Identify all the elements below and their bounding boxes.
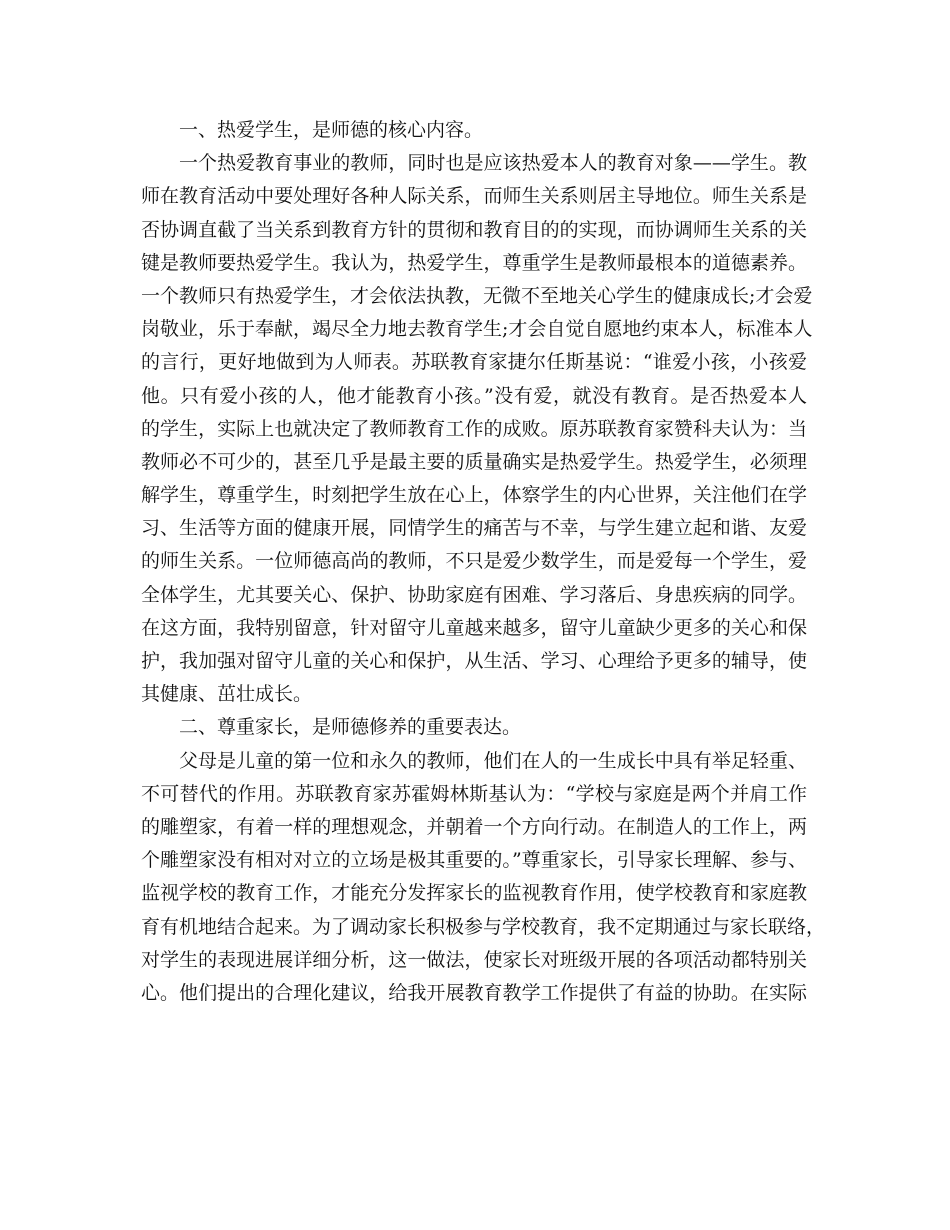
paragraph-line: 不可替代的作用。苏联教育家苏霍姆林斯基认为：“学校与家庭是两个并肩工作 [141,782,807,805]
paragraph-line: 其健康、茁壮成长。 [141,683,313,706]
section-heading-1: 一、热爱学生，是师德的核心内容。 [179,119,484,141]
paragraph-line: 心。他们提出的合理化建议，给我开展教育教学工作提供了有益的协助。在实际 [141,981,807,1004]
paragraph-line: 护，我加强对留守儿童的关心和保护，从生活、学习、心理给予更多的辅导，使 [141,650,807,672]
paragraph-line: 的言行，更好地做到为人师表。苏联教育家捷尔任斯基说：“谁爱小孩，小孩爱 [141,351,807,374]
paragraph-line: 习、生活等方面的健康开展，同情学生的痛苦与不幸，与学生建立起和谐、友爱 [141,517,807,540]
document-body [141,114,826,1010]
paragraph-line: 一个热爱教育事业的教师，同时也是应该热爱本人的教育对象——学生。教 [179,152,807,175]
section-heading-2: 二、尊重家长，是师德修养的重要表达。 [179,716,522,739]
paragraph-line: 师在教育活动中要处理好各种人际关系，而师生关系则居主导地位。师生关系是 [141,185,807,208]
paragraph-line: 在这方面，我特别留意，针对留守儿童越来越多，留守儿童缺少更多的关心和保 [141,616,807,639]
paragraph-line: 对学生的表现进展详细分析，这一做法，使家长对班级开展的各项活动都特别关 [141,948,807,971]
paragraph-line: 个雕塑家没有相对对立的立场是极其重要的。”尊重家长，引导家长理解、参与、 [141,849,807,872]
paragraph-line: 父母是儿童的第一位和永久的教师，他们在人的一生成长中具有举足轻重、 [179,749,807,772]
paragraph-line: 的学生，实际上也就决定了教师教育工作的成败。原苏联教育家赞科夫认为：当 [141,417,807,440]
paragraph-line: 键是教师要热爱学生。我认为，热爱学生，尊重学生是教师最根本的道德素养。 [141,251,807,274]
paragraph-line: 全体学生，尤其要关心、保护、协助家庭有困难、学习落后、身患疾病的同学。 [141,583,807,606]
paragraph-line: 否协调直截了当关系到教育方针的贯彻和教育目的的实现，而协调师生关系的关 [141,218,807,241]
paragraph-line: 岗敬业，乐于奉献，竭尽全力地去教育学生;才会自觉自愿地约束本人，标准本人 [141,318,813,341]
paragraph-line: 他。只有爱小孩的人，他才能教育小孩。”没有爱，就没有教育。是否热爱本人 [141,384,807,407]
paragraph-line: 解学生，尊重学生，时刻把学生放在心上，体察学生的内心世界，关注他们在学 [141,484,807,507]
paragraph-line: 的雕塑家，有着一样的理想观念，并朝着一个方向行动。在制造人的工作上，两 [141,815,807,838]
paragraph-line: 育有机地结合起来。为了调动家长积极参与学校教育，我不定期通过与家长联络， [141,915,826,938]
paragraph-line: 教师必不可少的，甚至几乎是最主要的质量确实是热爱学生。热爱学生，必须理 [141,450,807,473]
paragraph-line: 的师生关系。一位师德高尚的教师，不只是爱少数学生，而是爱每一个学生，爱 [141,550,807,573]
paragraph-line: 监视学校的教育工作，才能充分发挥家长的监视教育作用，使学校教育和家庭教 [141,882,807,905]
paragraph-line: 一个教师只有热爱学生，才会依法执教，无微不至地关心学生的健康成长;才会爱 [141,284,813,307]
